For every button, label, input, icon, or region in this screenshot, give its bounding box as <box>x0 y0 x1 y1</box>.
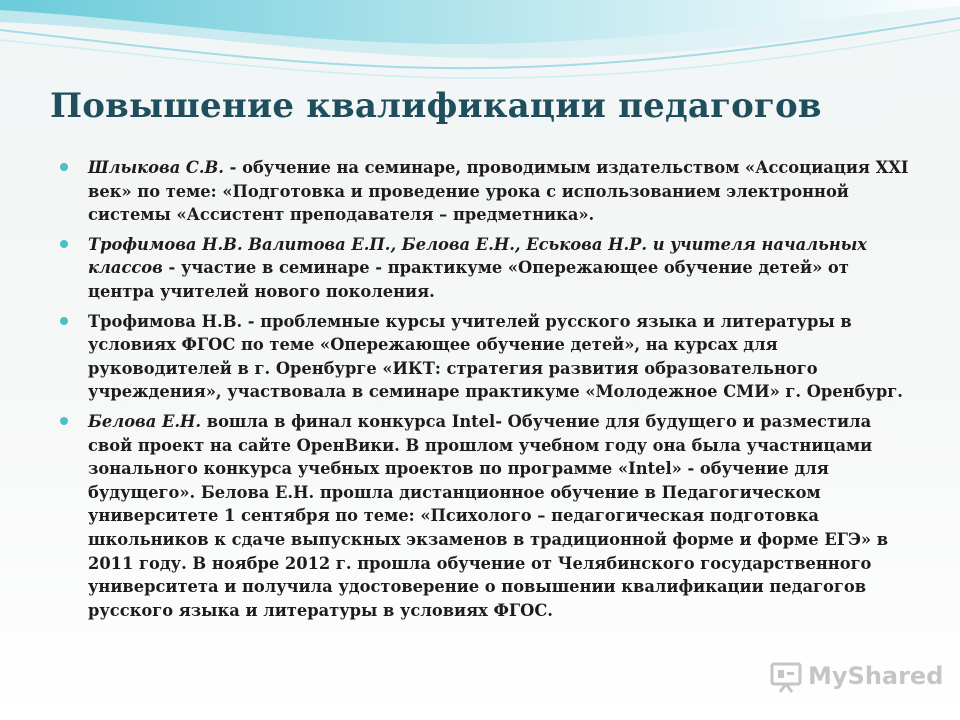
item-text: - участие в семинаре - практикуме «Опережающее обучение детей» от центра учителей нового поколения. <box>88 258 849 301</box>
bullet-icon <box>60 317 68 325</box>
list-item <box>60 233 910 304</box>
watermark <box>768 656 943 696</box>
item-lead: Белова Е.Н. <box>88 411 202 431</box>
list-item <box>60 410 910 622</box>
item-lead: Шлыкова С.В. <box>88 158 224 177</box>
bullet-list <box>60 156 910 628</box>
item-text: вошла в финал конкурса Intel- Обучение для будущего и разместила свой проект на сайте ОренВики. В прошлом учебном году она была участницами зонального конкурса учебных проектов по программе «Intel» - обучение для будущего». Белова Е.Н. прошла дистанционное обучение в Педагогическом университете 1 сентября по теме: «Психолого – педагогическая подготовка школьников к сдаче выпускных экзаменов в традиционной форме и форме ЕГЭ» в 2011 году. В ноябре 2012 г. прошла обучение от Челябинского государственного университета и получила удостоверение о повышении квалификации педагогов русского языка и литературы в условиях ФГОС. <box>88 411 889 620</box>
item-text: Трофимова Н.В. - проблемные курсы учителей русского языка и литературы в условиях ФГОС по теме «Опережающее обучение детей», на курсах для руководителей в г. Оренбурге «ИКТ: стратегия развития образовательного учреждения», участвовала в семинаре практикуме «Молодежное СМИ» г. Оренбург. <box>88 311 903 402</box>
slide-title: Повышение квалификации педагогов <box>50 86 822 126</box>
watermark-text: MyShared <box>808 662 944 690</box>
list-item <box>60 156 910 227</box>
item-text: - обучение на семинаре, проводимым издательством «Ассоциация XXI век» по теме: «Подготовка и проведение урока с использованием электронной системы «Ассистент преподавателя – предметника». <box>88 158 909 225</box>
item-lead: Трофимова Н.В. Валитова Е.П., Белова Е.Н., Еськова Н.Р. и учителя начальных классов <box>88 234 867 278</box>
wave-decoration <box>0 0 960 90</box>
bullet-icon <box>60 163 68 171</box>
presentation-board-icon <box>768 658 804 694</box>
bullet-icon <box>60 240 68 248</box>
list-item <box>60 310 910 404</box>
bullet-icon <box>60 417 68 425</box>
